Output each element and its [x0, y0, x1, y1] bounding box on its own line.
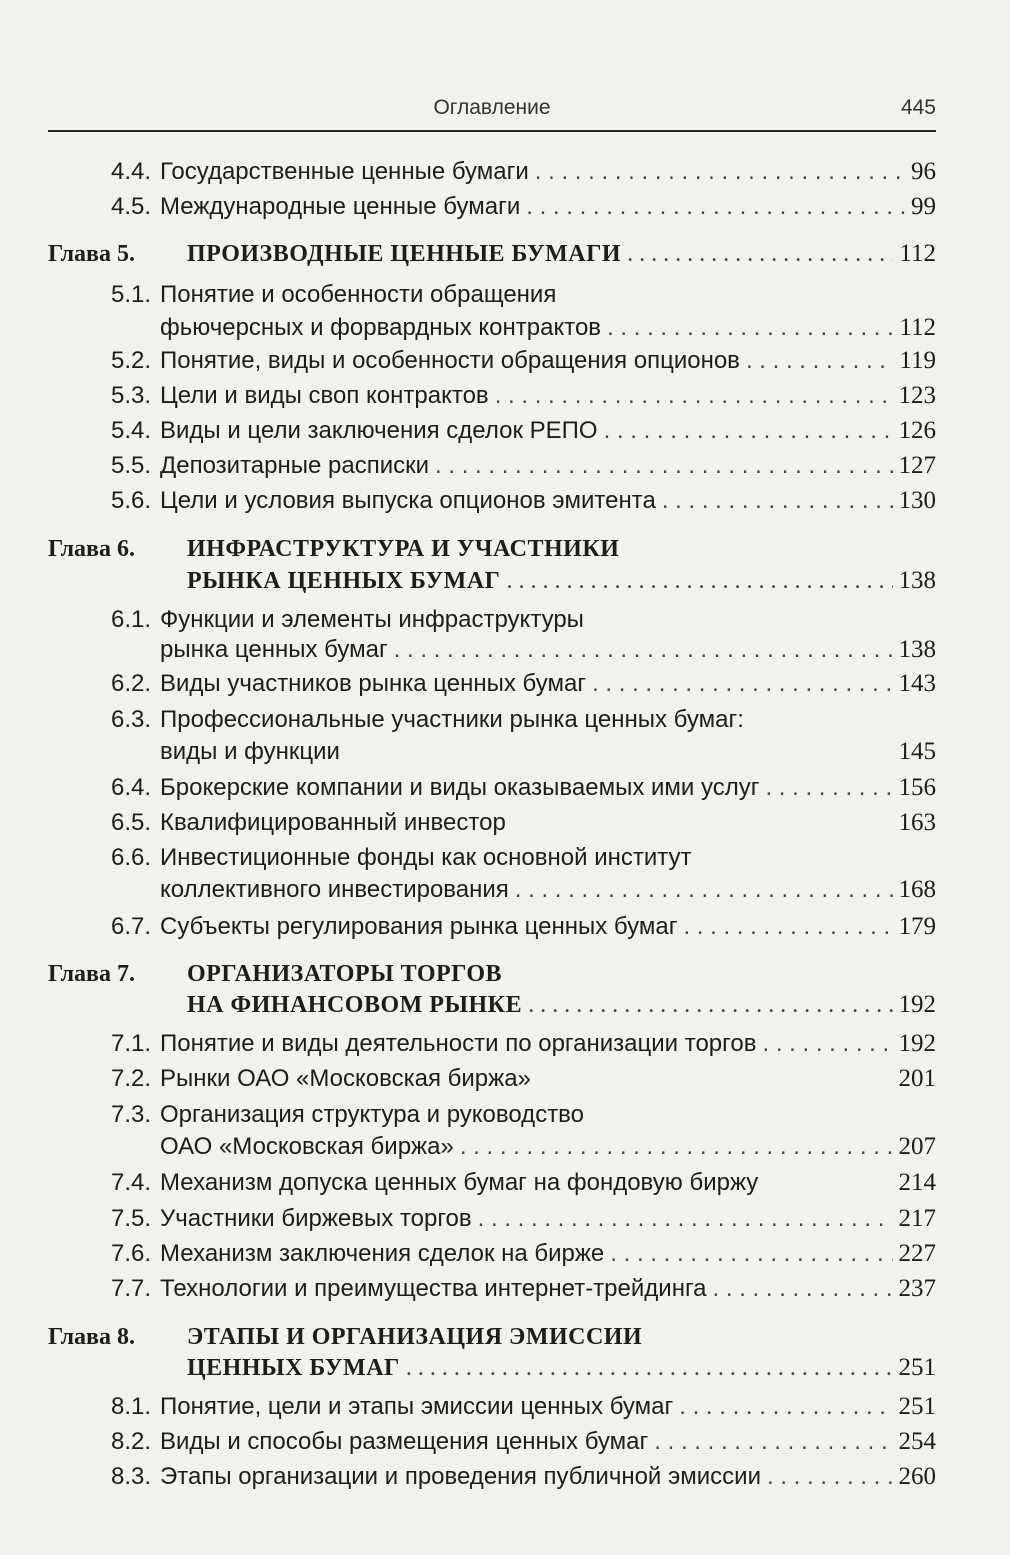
leader-dots [515, 873, 893, 907]
toc-entry-6-4[interactable] [0, 771, 1010, 805]
section-title: Государственные ценные бумаги [160, 158, 529, 185]
toc-entry-7-5[interactable] [0, 1202, 1010, 1236]
section-title-line2: ОАО «Московская биржа» [160, 1133, 454, 1160]
section-number: 5.5. [110, 452, 151, 479]
section-page: 237 [898, 1275, 936, 1302]
section-title: Понятие, цели и этапы эмиссии ценных бумаг [160, 1393, 674, 1420]
section-title: Механизм заключения сделок на бирже [160, 1240, 605, 1267]
toc-entry-7-3-cont[interactable] [0, 1130, 1010, 1164]
leader-dots [535, 155, 905, 189]
section-title-line1: Функции и элементы инфраструктуры [160, 606, 584, 633]
leader-dots [683, 910, 892, 944]
toc-entry-5-1-cont[interactable] [0, 311, 1010, 345]
chapter-label: Глава 5. [48, 241, 135, 267]
section-page: 227 [898, 1240, 936, 1267]
toc-entry-5-3[interactable] [0, 379, 1010, 413]
section-page: 96 [911, 158, 936, 185]
section-title: Международные ценные бумаги [160, 193, 521, 220]
leader-dots [495, 379, 893, 413]
toc-entry-6-1[interactable] [0, 603, 1010, 637]
chapter-page: 138 [898, 567, 936, 594]
section-title: Виды и способы размещения ценных бумаг [160, 1428, 649, 1455]
toc-entry-7-1[interactable] [0, 1027, 1010, 1061]
toc-entry-5-5[interactable] [0, 449, 1010, 483]
section-title: Виды и цели заключения сделок РЕПО [160, 417, 598, 444]
section-number: 6.7. [110, 913, 151, 940]
toc-entry-5-2[interactable] [0, 344, 1010, 378]
section-page: 130 [898, 487, 936, 514]
section-number: 7.2. [110, 1065, 151, 1092]
section-number: 5.3. [110, 382, 151, 409]
toc-entry-6-1-cont[interactable] [0, 633, 1010, 667]
leader-dots [592, 667, 892, 701]
section-number: 8.3. [110, 1463, 151, 1490]
section-title: Понятие и виды деятельности по организации торгов [160, 1030, 757, 1057]
section-page: 145 [898, 738, 936, 765]
section-number: 5.6. [110, 487, 151, 514]
leader-dots [746, 344, 893, 378]
section-title: Технологии и преимущества интернет-трейдинга [160, 1275, 707, 1302]
section-page: 251 [898, 1393, 936, 1420]
toc-chapter-5[interactable] [0, 237, 1010, 271]
leader-dots [713, 1272, 893, 1306]
section-page: 126 [898, 417, 936, 444]
section-page: 260 [898, 1463, 936, 1490]
toc-entry-7-3[interactable] [0, 1098, 1010, 1132]
section-number: 6.6. [110, 844, 151, 871]
section-title-line1: Инвестиционные фонды как основной институт [160, 844, 692, 871]
toc-entry-4-5[interactable] [0, 190, 1010, 224]
section-number: 6.1. [110, 606, 151, 633]
chapter-title-line2: НА ФИНАНСОВОМ РЫНКЕ [187, 992, 523, 1018]
section-number: 8.1. [110, 1393, 151, 1420]
toc-entry-8-3[interactable] [0, 1460, 1010, 1494]
chapter-title: ПРОИЗВОДНЫЕ ЦЕННЫЕ БУМАГИ [187, 241, 622, 267]
section-number: 7.4. [110, 1169, 151, 1196]
toc-chapter-7-cont[interactable] [0, 988, 1010, 1022]
section-title: Цели и виды своп контрактов [160, 382, 489, 409]
section-page: 214 [898, 1169, 936, 1196]
section-number: 7.3. [110, 1101, 151, 1128]
header-title: Оглавление [433, 96, 551, 119]
leader-dots [662, 484, 893, 518]
section-page: 123 [898, 382, 936, 409]
section-number: 5.1. [110, 281, 151, 308]
toc-entry-6-6[interactable] [0, 841, 1010, 875]
toc-entry-7-2[interactable] [0, 1062, 1010, 1096]
section-title: Виды участников рынка ценных бумаг [160, 670, 587, 697]
leader-dots [627, 237, 893, 271]
section-title-line2: виды и функции [160, 738, 340, 765]
toc-chapter-7[interactable] [0, 957, 1010, 991]
section-page: 163 [898, 809, 936, 836]
leader-dots [435, 449, 892, 483]
leader-dots [762, 1027, 892, 1061]
section-number: 4.5. [110, 193, 151, 220]
section-page: 138 [898, 636, 936, 663]
toc-entry-5-6[interactable] [0, 484, 1010, 518]
section-number: 6.2. [110, 670, 151, 697]
section-title-line1: Профессиональные участники рынка ценных бумаг: [160, 706, 744, 733]
section-page: 112 [899, 314, 936, 341]
section-number: 6.4. [110, 774, 151, 801]
section-page: 254 [898, 1428, 936, 1455]
section-page: 143 [898, 670, 936, 697]
toc-entry-7-4[interactable] [0, 1166, 1010, 1200]
section-number: 4.4. [110, 158, 151, 185]
section-page: 119 [899, 347, 936, 374]
section-title-line1: Организация структура и руководство [160, 1101, 585, 1128]
toc-entry-6-2[interactable] [0, 667, 1010, 701]
section-page: 168 [898, 876, 936, 903]
section-page: 217 [898, 1205, 936, 1232]
section-title-line2: коллективного инвестирования [160, 876, 509, 903]
section-title: Механизм допуска ценных бумаг на фондовую биржу [160, 1169, 759, 1196]
toc-entry-6-3-cont[interactable] [0, 735, 1010, 769]
toc-entry-5-4[interactable] [0, 414, 1010, 448]
toc-chapter-8[interactable] [0, 1320, 1010, 1354]
leader-dots [679, 1390, 892, 1424]
section-page: 127 [898, 452, 936, 479]
section-title: Цели и условия выпуска опционов эмитента [160, 487, 656, 514]
leader-dots [506, 564, 892, 598]
section-number: 6.3. [110, 706, 151, 733]
leader-dots [607, 311, 893, 345]
section-title: Депозитарные расписки [160, 452, 430, 479]
section-title-line2: рынка ценных бумаг [160, 636, 388, 663]
chapter-title-line1: ОРГАНИЗАТОРЫ ТОРГОВ [187, 961, 502, 987]
section-title: Брокерские компании и виды оказываемых ими услуг [160, 774, 760, 801]
section-title: Квалифицированный инвестор [160, 809, 506, 836]
section-title: Рынки ОАО «Московская биржа» [160, 1065, 531, 1092]
section-number: 8.2. [110, 1428, 151, 1455]
section-number: 7.1. [110, 1030, 151, 1057]
section-page: 179 [898, 913, 936, 940]
section-title: Понятие, виды и особенности обращения опционов [160, 347, 740, 374]
page-number: 445 [900, 96, 936, 119]
toc-entry-7-6[interactable] [0, 1237, 1010, 1271]
section-page: 207 [898, 1133, 936, 1160]
section-page: 99 [911, 193, 936, 220]
toc-entry-8-2[interactable] [0, 1425, 1010, 1459]
running-header [48, 92, 936, 132]
leader-dots [394, 633, 893, 667]
section-title-line2: фьючерсных и форвардных контрактов [160, 314, 602, 341]
chapter-label: Глава 6. [48, 536, 135, 562]
toc-entry-8-1[interactable] [0, 1390, 1010, 1424]
chapter-page: 251 [898, 1354, 936, 1381]
leader-dots [604, 414, 893, 448]
leader-dots [478, 1202, 893, 1236]
chapter-page: 192 [898, 991, 936, 1018]
toc-chapter-6[interactable] [0, 532, 1010, 566]
section-number: 7.6. [110, 1240, 151, 1267]
chapter-label: Глава 7. [48, 961, 135, 987]
chapter-title-line2: РЫНКА ЦЕННЫХ БУМАГ [187, 568, 501, 594]
toc-entry-7-7[interactable] [0, 1272, 1010, 1306]
section-page: 201 [898, 1065, 936, 1092]
section-page: 192 [898, 1030, 936, 1057]
toc-chapter-8-cont[interactable] [0, 1351, 1010, 1385]
toc-entry-6-3[interactable] [0, 703, 1010, 737]
section-number: 7.5. [110, 1205, 151, 1232]
leader-dots [460, 1130, 893, 1164]
section-title: Участники биржевых торгов [160, 1205, 472, 1232]
leader-dots [528, 988, 892, 1022]
leader-dots [767, 1460, 893, 1494]
toc-entry-6-7[interactable] [0, 910, 1010, 944]
chapter-title-line1: ИНФРАСТРУКТУРА И УЧАСТНИКИ [187, 536, 620, 562]
chapter-title-line2: ЦЕННЫХ БУМАГ [187, 1355, 400, 1381]
section-title-line1: Понятие и особенности обращения [160, 281, 557, 308]
section-number: 5.4. [110, 417, 151, 444]
toc-entry-4-4[interactable] [0, 155, 1010, 189]
toc-entry-6-5[interactable] [0, 806, 1010, 840]
section-title: Этапы организации и проведения публичной эмиссии [160, 1463, 761, 1490]
section-number: 6.5. [110, 809, 151, 836]
leader-dots [610, 1237, 892, 1271]
leader-dots [526, 190, 905, 224]
toc-entry-6-6-cont[interactable] [0, 873, 1010, 907]
leader-dots [654, 1425, 892, 1459]
chapter-label: Глава 8. [48, 1324, 135, 1350]
leader-dots [406, 1351, 893, 1385]
section-title: Субъекты регулирования рынка ценных бумаг [160, 913, 678, 940]
toc-entry-5-1[interactable] [0, 278, 1010, 312]
leader-dots [765, 771, 892, 805]
section-number: 7.7. [110, 1275, 151, 1302]
section-page: 156 [898, 774, 936, 801]
chapter-title-line1: ЭТАПЫ И ОРГАНИЗАЦИЯ ЭМИССИИ [187, 1324, 643, 1350]
toc-chapter-6-cont[interactable] [0, 564, 1010, 598]
chapter-page: 112 [899, 240, 936, 267]
section-number: 5.2. [110, 347, 151, 374]
